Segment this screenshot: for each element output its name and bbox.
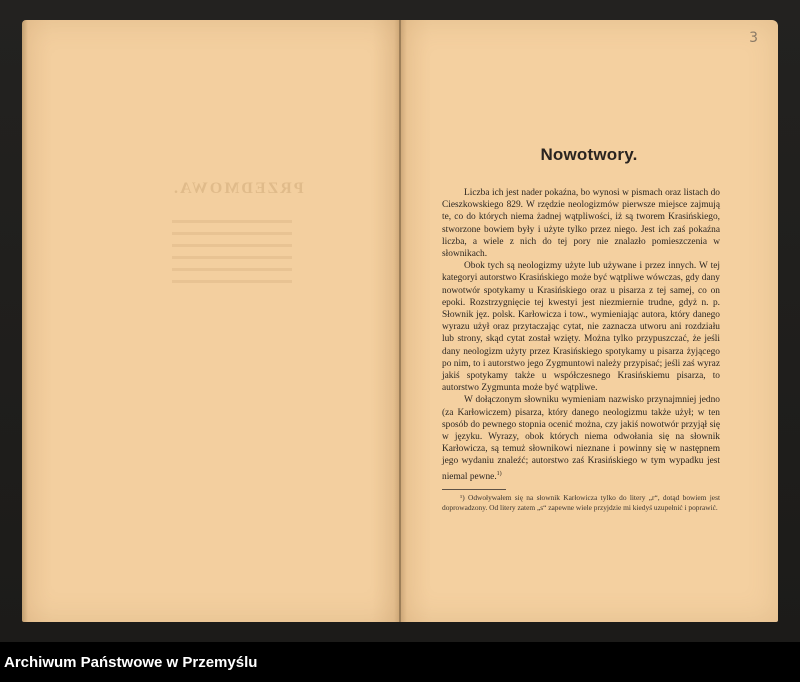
footnote-divider [442, 489, 506, 490]
chapter-title: Nowotwory. [540, 145, 638, 164]
paragraph-2: Obok tych są neologizmy użyte lub używane i przez innych. W tej kategoryi autorstwo Krasińskiego może być wątpliwe wówczas, gdy dany nowotwór spotykamy u Krasińskiego oraz u pisarza z tej samej, co on epoki. Rozstrzygnięcie tej kwestyi jest niezmiernie trudne, gdyż n. p. Słownik jęz. polsk. Karłowicza i tow., wymieniając autora, który danego wyrazu użył oraz przytaczając cytat, nie zaznacza utworu ani rozdziału lub strony, skąd cytat został wzięty. Można tylko przypuszczać, że jeśli dany neologizm użyty przez Krasińskiego spotykamy u pisarza żyjącego po nim, to i autorstwo jego Zygmuntowi należy przypisać; jeśli zaś wyraz jakiś spotykamy także u współczesnego Krasińskiemu pisarza, to autorstwo Zygmunta może być wątpliwe. [442, 261, 720, 394]
page-text [442, 145, 720, 513]
paragraph-1: Liczba ich jest nader pokaźna, bo wynosi w pismach oraz listach do Cieszkowskiego 829. W rzędzie neologizmów pierwsze miejsce zajmują te, co do których niema żadnej wątpliwości, iż są tworem Krasińskiego, stworzone bowiem były i użyte tylko przez niego. Jest ich zaś pokaźna liczba, a wiele z nich do tej pory nie znalazło pomieszczenia w słownikach. [442, 188, 720, 260]
show-through-text [172, 220, 292, 292]
show-through-title: PRZEDMOWA. [172, 180, 304, 197]
footnote-reference: 1) [496, 470, 502, 477]
archive-footer [0, 642, 800, 682]
left-page [22, 20, 400, 622]
page-number: 3 [749, 30, 758, 46]
footnote: ¹) Odwoływałem się na słownik Karłowicza tylko do litery „r“, dotąd bowiem jest doprowadzony. Od litery zatem „s“ zapewne wiele przyjdzie mi kiedyś uzupełnić i poprawić. [442, 493, 720, 512]
paragraph-3 [442, 394, 720, 483]
paragraph-3-text: W dołączonym słowniku wymieniam nazwisko przynajmniej jedno (za Karłowiczem) pisarza, który danego neologizmu także użył; w ten sposób do pewnego stopnia ocenić można, czy jakiś nowotwór przyjął się w języku. Wyrazy, obok których niema odwołania się na słownik Karłowicza, są temuż słownikowi nieznane i powinny się w następnem jego wydaniu znaleźć; autorstwo zaś Krasińskiego w tym wypadku jest niemal pewne. [442, 395, 720, 482]
archive-label: Archiwum Państwowe w Przemyślu [4, 654, 258, 671]
